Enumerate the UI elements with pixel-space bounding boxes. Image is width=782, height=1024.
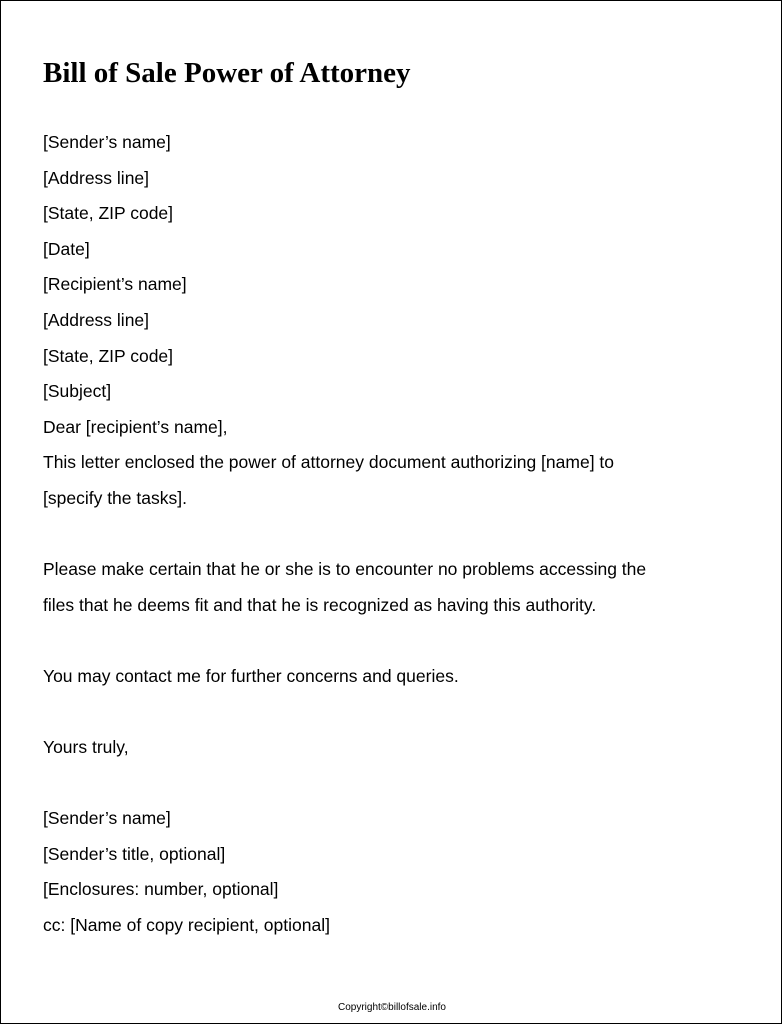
letter-line: [Address line] (43, 167, 150, 188)
document-title: Bill of Sale Power of Attorney (43, 57, 411, 89)
letter-line: Yours truly, (43, 737, 129, 758)
letter-line: [Enclosures: number, optional] (43, 879, 279, 900)
letter-line: [specify the tasks]. (43, 487, 187, 508)
letter-line: [Recipient’s name] (43, 274, 187, 295)
letter-line: Please make certain that he or she is to encounter no problems accessing the (43, 559, 647, 580)
blank-line (43, 695, 646, 731)
letter-body (43, 125, 646, 944)
letter-line: [Sender’s name] (43, 808, 171, 829)
letter-line: [Address line] (43, 309, 150, 330)
letter-line: [State, ZIP code] (43, 203, 174, 224)
letter-line: This letter enclosed the power of attorney document authorizing [name] to (43, 452, 615, 473)
letter-line: [Date] (43, 238, 90, 259)
letter-line: [State, ZIP code] (43, 345, 174, 366)
letter-line: files that he deems fit and that he is recognized as having this authority. (43, 594, 597, 615)
letter-line: [Sender’s name] (43, 132, 171, 152)
letter-line: [Subject] (43, 381, 112, 402)
blank-line (43, 623, 646, 659)
blank-line (43, 517, 646, 553)
blank-line (43, 766, 646, 802)
letter-line: You may contact me for further concerns and queries. (43, 665, 459, 686)
letter-line: cc: [Name of copy recipient, optional] (43, 915, 330, 936)
copyright-footer: Copyright©billofsale.info (338, 1002, 446, 1013)
letter-line: [Sender’s title, optional] (43, 843, 226, 864)
letter-line: Dear [recipient’s name], (43, 416, 228, 437)
